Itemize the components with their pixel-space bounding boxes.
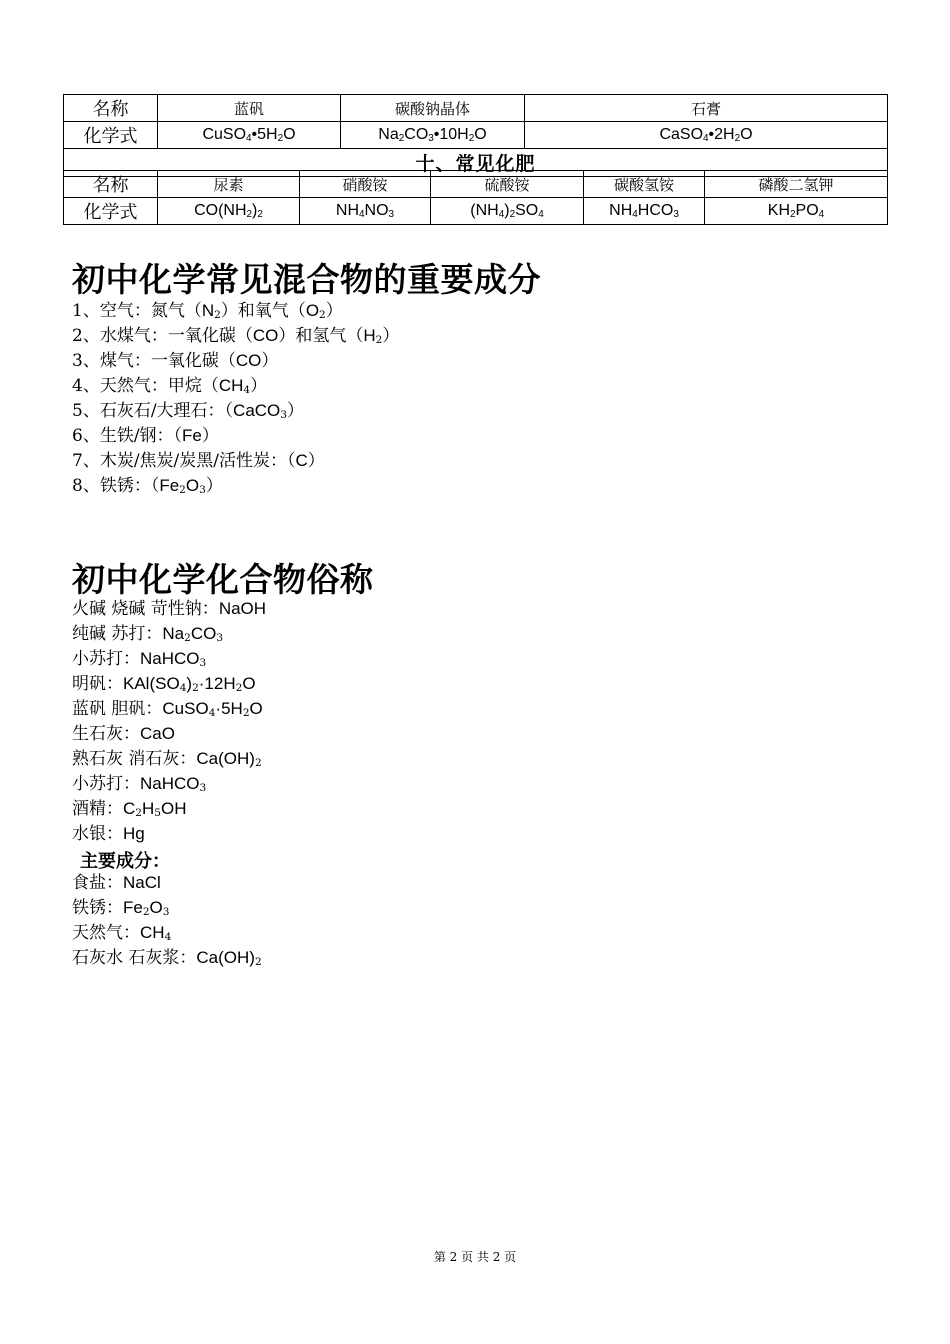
text-segment: ) (252, 202, 258, 219)
text-segment: CO(NH (194, 202, 247, 219)
table-header-row (64, 95, 888, 122)
list-item (72, 646, 266, 671)
formula-cell (158, 122, 341, 149)
formula-text: H (363, 326, 376, 345)
text-segment: •10H (433, 126, 469, 143)
subscript: 4 (359, 208, 365, 220)
list-item (72, 746, 266, 771)
subscript: 2 (257, 208, 263, 220)
text-segment: ） (261, 351, 279, 371)
formula-text: ) (186, 674, 193, 693)
text-segment: ） (307, 451, 325, 471)
text-segment: KH (767, 202, 791, 219)
list-item (72, 771, 266, 796)
text-segment: 水银： (72, 824, 123, 844)
list-item (72, 298, 399, 323)
text-segment: 2、水煤气：一氧化碳（ (72, 326, 253, 346)
subscript: 2 (135, 806, 142, 819)
subscript: 3 (199, 781, 207, 794)
text-segment: CaSO (659, 126, 704, 143)
formula-text: KAl(SO (123, 674, 180, 693)
table-header-cell: 蓝矾 (158, 95, 341, 122)
subscript: 4 (632, 208, 638, 220)
formula-cell (300, 198, 431, 225)
formula-text: CO (235, 351, 262, 370)
text-segment: 酒精： (72, 799, 123, 819)
subscript: 3 (199, 483, 206, 496)
text-segment: 8、铁锈：（ (72, 476, 160, 496)
formula-text: CH (218, 376, 244, 395)
text-segment: 明矾： (72, 674, 123, 694)
formula-text: CO (252, 326, 279, 345)
text-segment: ）和氧气（ (220, 301, 306, 321)
formula-text: O (305, 301, 320, 320)
table-header-cell: 碳酸氢铵 (584, 171, 705, 198)
subscript: 2 (214, 308, 221, 321)
subscript: 2 (734, 132, 741, 144)
text-segment: 小苏打： (72, 649, 140, 669)
text-segment: •5H (251, 126, 278, 143)
formula-text: N (201, 301, 215, 320)
subscript: 2 (468, 132, 475, 144)
table-row (64, 198, 888, 225)
list-item (72, 895, 262, 920)
row-label: 化学式 (64, 122, 158, 149)
subscript: 4 (179, 681, 187, 694)
subscript: 2 (254, 955, 262, 968)
text-segment: ) (504, 202, 510, 219)
text-segment: NH (609, 202, 633, 219)
formula-cell (525, 122, 888, 149)
text-segment: 5、石灰石/大理石：（ (72, 401, 234, 421)
subscript: 3 (428, 132, 434, 144)
formula-text: CaCO (233, 401, 281, 420)
formula-cell (584, 198, 705, 225)
section-title: 十、常见化肥 (64, 149, 888, 177)
text-segment: 纯碱 苏打： (72, 624, 163, 644)
table-header-cell: 硝酸铵 (300, 171, 431, 198)
list-item (72, 721, 266, 746)
formula-text: C (123, 799, 136, 818)
formula-text: H (141, 799, 155, 818)
formula-text: Na (162, 624, 185, 643)
row-label: 化学式 (64, 198, 158, 225)
mixtures-list (72, 298, 399, 498)
subscript: 5 (154, 806, 161, 819)
text-segment: ） (250, 376, 268, 396)
subscript: 3 (673, 208, 679, 220)
formula-text: NaHCO (140, 649, 200, 668)
page-footer: 第 2 页 共 2 页 (433, 1250, 517, 1264)
text-segment: 3、煤气：一氧化碳（ (72, 351, 236, 371)
list-item (72, 423, 399, 448)
formula-text: Fe (182, 426, 202, 445)
main-components-heading: 主要成分： (80, 851, 170, 872)
subscript: 3 (199, 656, 207, 669)
subscript: 4 (243, 383, 251, 396)
formula-text: Fe (159, 476, 180, 495)
list-item (72, 945, 262, 970)
text-segment: ） (205, 476, 223, 496)
common-names-heading: 初中化学化合物俗称 (72, 560, 374, 599)
subscript: 3 (162, 905, 170, 918)
subscript: 2 (179, 483, 186, 496)
subscript: 2 (398, 132, 405, 144)
text-segment: 石灰水 石灰浆： (72, 948, 197, 968)
text-segment: SO (515, 202, 539, 219)
text-segment: PO (795, 202, 819, 219)
text-segment: O (740, 126, 753, 143)
formula-text: CH (140, 923, 165, 942)
formula-text: O (185, 476, 200, 495)
subscript: 4 (818, 208, 825, 220)
table-header-cell: 名称 (64, 95, 158, 122)
formula-text: OH (160, 799, 187, 818)
text-segment: 天然气： (72, 923, 140, 943)
subscript: 3 (216, 631, 224, 644)
formula-text: ·5H (215, 699, 243, 718)
text-segment: 火碱 烧碱 苛性钠： (72, 599, 219, 619)
list-item (72, 796, 266, 821)
subscript: 2 (192, 681, 199, 694)
subscript: 3 (280, 408, 287, 421)
list-item (72, 621, 266, 646)
list-item (72, 473, 399, 498)
table-header-cell: 尿素 (158, 171, 300, 198)
list-item (72, 323, 399, 348)
list-item (72, 596, 266, 621)
list-item (72, 448, 399, 473)
formula-cell (158, 198, 300, 225)
text-segment: 1、空气：氮气（ (72, 301, 202, 321)
formula-text: ·12H (198, 674, 236, 693)
text-segment: HCO (637, 202, 674, 219)
formula-cell (705, 198, 888, 225)
text-segment: O (283, 126, 296, 143)
text-segment: ）和氢气（ (278, 326, 364, 346)
table-header-cell: 名称 (64, 171, 158, 198)
list-item (72, 870, 262, 895)
list-item (72, 821, 266, 846)
list-item (72, 671, 266, 696)
table-header-cell: 硫酸铵 (431, 171, 584, 198)
formula-text: Ca(OH) (196, 948, 255, 967)
subscript: 4 (498, 208, 505, 220)
text-segment: O (474, 126, 487, 143)
text-segment: 生石灰： (72, 724, 140, 744)
subscript: 2 (319, 308, 326, 321)
subscript: 2 (142, 905, 150, 918)
subscript: 2 (790, 208, 796, 220)
text-segment: 6、生铁/钢：（ (72, 426, 183, 446)
table-header-cell: 碳酸钠晶体 (341, 95, 525, 122)
formula-text: CuSO (162, 699, 209, 718)
subscript: 4 (208, 706, 216, 719)
formula-text: NaOH (218, 599, 267, 618)
list-item (72, 696, 266, 721)
subscript: 2 (246, 208, 253, 220)
text-segment: (NH (470, 202, 499, 219)
formula-text: C (295, 451, 308, 470)
text-segment: NO (364, 202, 389, 219)
subscript: 2 (184, 631, 191, 644)
subscript: 4 (246, 132, 252, 144)
formula-text: O (242, 674, 256, 693)
text-segment: 小苏打： (72, 774, 140, 794)
list-item (72, 398, 399, 423)
formula-text: CO (190, 624, 217, 643)
subscript: 2 (509, 208, 516, 220)
text-segment: 食盐： (72, 873, 123, 893)
text-segment: Na (378, 126, 399, 143)
text-segment: 4、天然气：甲烷（ (72, 376, 219, 396)
subscript: 2 (254, 756, 262, 769)
table-header-cell: 石膏 (525, 95, 888, 122)
formula-cell (341, 122, 525, 149)
formula-text: Hg (123, 824, 145, 843)
text-segment: NH (335, 202, 360, 219)
text-segment: ） (382, 326, 400, 346)
text-segment: ） (286, 401, 304, 421)
mineral-formula-table (63, 94, 888, 177)
main-components-list (72, 870, 262, 970)
common-names-list (72, 596, 266, 846)
formula-text: CaO (140, 724, 175, 743)
subscript: 4 (538, 208, 544, 220)
subscript: 2 (242, 706, 250, 719)
subscript: 4 (703, 132, 709, 144)
text-segment: 铁锈： (72, 898, 123, 918)
formula-text: NaHCO (140, 774, 200, 793)
text-segment: 熟石灰 消石灰： (72, 749, 197, 769)
formula-text: O (149, 898, 163, 917)
formula-text: NaCl (123, 873, 161, 892)
formula-text: O (249, 699, 263, 718)
text-segment: ） (201, 426, 219, 446)
subscript: 3 (388, 208, 395, 220)
table-header-row (64, 171, 888, 198)
subscript: 2 (375, 333, 383, 346)
text-segment: 7、木炭/焦炭/炭黑/活性炭：（ (72, 451, 296, 471)
text-segment: CuSO (202, 126, 247, 143)
formula-text: Ca(OH) (196, 749, 255, 768)
list-item (72, 373, 399, 398)
subscript: 2 (235, 681, 243, 694)
text-segment: ） (325, 301, 343, 321)
formula-cell (431, 198, 584, 225)
list-item (72, 920, 262, 945)
table-header-cell: 磷酸二氢钾 (705, 171, 888, 198)
subscript: 2 (277, 132, 284, 144)
list-item (72, 348, 399, 373)
table-row (64, 122, 888, 149)
text-segment: •2H (708, 126, 735, 143)
text-segment: CO (404, 126, 429, 143)
formula-text: Fe (123, 898, 143, 917)
fertilizer-table (63, 170, 888, 225)
text-segment: 蓝矾 胆矾： (72, 699, 163, 719)
subscript: 4 (164, 930, 172, 943)
mixtures-heading: 初中化学常见混合物的重要成分 (72, 260, 541, 299)
